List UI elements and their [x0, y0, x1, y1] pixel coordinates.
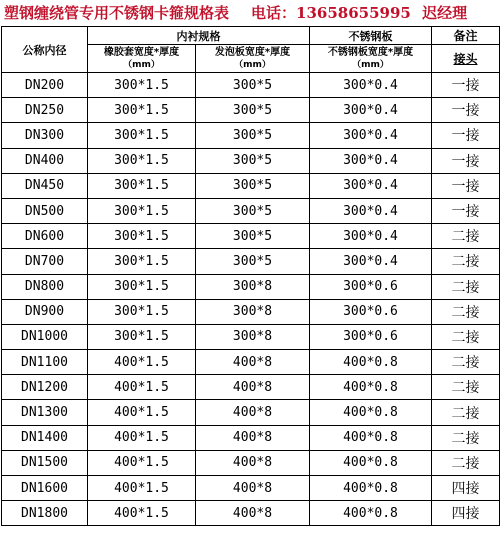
- spec-table: [1, 26, 500, 526]
- header-rubber-col: [88, 45, 196, 73]
- cell-joint-note: 二接: [432, 400, 500, 425]
- cell-steel-spec: 400*0.8: [310, 350, 432, 375]
- cell-rubber-spec: 400*1.5: [88, 350, 196, 375]
- cell-steel-spec: 400*0.8: [310, 501, 432, 526]
- cell-rubber-spec: 300*1.5: [88, 198, 196, 223]
- cell-steel-spec: 300*0.4: [310, 224, 432, 249]
- header-rubber-label: 橡胶套宽度*厚度: [103, 46, 180, 58]
- table-row: [2, 198, 500, 223]
- header-remark: 备注: [432, 27, 500, 45]
- table-row: [2, 148, 500, 173]
- cell-rubber-spec: 300*1.5: [88, 73, 196, 98]
- table-row: [2, 98, 500, 123]
- cell-joint-note: 二接: [432, 375, 500, 400]
- cell-foam-spec: 300*5: [196, 198, 310, 223]
- cell-steel-spec: 400*0.8: [310, 476, 432, 501]
- cell-foam-spec: 300*5: [196, 173, 310, 198]
- cell-joint-note: 一接: [432, 198, 500, 223]
- cell-joint-note: 二接: [432, 324, 500, 349]
- cell-rubber-spec: 300*1.5: [88, 123, 196, 148]
- cell-steel-spec: 400*0.8: [310, 375, 432, 400]
- cell-rubber-spec: 400*1.5: [88, 476, 196, 501]
- cell-rubber-spec: 400*1.5: [88, 400, 196, 425]
- cell-joint-note: 一接: [432, 123, 500, 148]
- table-row: [2, 450, 500, 475]
- header-steel-label: 不锈钢板宽度*厚度: [327, 46, 414, 58]
- cell-steel-spec: 400*0.8: [310, 450, 432, 475]
- cell-foam-spec: 300*5: [196, 249, 310, 274]
- cell-foam-spec: 400*8: [196, 400, 310, 425]
- cell-rubber-spec: 400*1.5: [88, 375, 196, 400]
- cell-nominal-diameter: DN700: [2, 249, 88, 274]
- cell-joint-note: 二接: [432, 450, 500, 475]
- table-row: [2, 350, 500, 375]
- cell-foam-spec: 400*8: [196, 450, 310, 475]
- title-main: 塑钢缠绕管专用不锈钢卡箍规格表: [4, 4, 230, 22]
- cell-nominal-diameter: DN250: [2, 98, 88, 123]
- cell-joint-note: 二接: [432, 249, 500, 274]
- header-joint: 接头: [432, 45, 500, 73]
- phone-label: 电话：: [251, 4, 297, 22]
- cell-joint-note: 一接: [432, 148, 500, 173]
- table-body: [2, 73, 500, 526]
- cell-joint-note: 二接: [432, 299, 500, 324]
- cell-foam-spec: 400*8: [196, 476, 310, 501]
- cell-steel-spec: 300*0.4: [310, 249, 432, 274]
- table-row: [2, 224, 500, 249]
- cell-steel-spec: 300*0.4: [310, 198, 432, 223]
- header-foam-label: 发泡板宽度*厚度: [214, 46, 291, 58]
- table-row: [2, 173, 500, 198]
- table-row: [2, 425, 500, 450]
- cell-steel-spec: 400*0.8: [310, 400, 432, 425]
- cell-foam-spec: 300*5: [196, 98, 310, 123]
- cell-steel-spec: 300*0.4: [310, 148, 432, 173]
- header-foam-unit: （mm）: [234, 59, 271, 70]
- table-row: [2, 476, 500, 501]
- cell-joint-note: 四接: [432, 501, 500, 526]
- table-row: [2, 299, 500, 324]
- header-steel-col: [310, 45, 432, 73]
- table-header: [2, 27, 500, 73]
- header-steel-group: 不锈钢板: [310, 27, 432, 45]
- header-foam-col: [196, 45, 310, 73]
- header-lining-group: 内衬规格: [88, 27, 310, 45]
- cell-nominal-diameter: DN1000: [2, 324, 88, 349]
- cell-foam-spec: 300*8: [196, 299, 310, 324]
- cell-foam-spec: 300*5: [196, 123, 310, 148]
- table-row: [2, 375, 500, 400]
- cell-nominal-diameter: DN200: [2, 73, 88, 98]
- cell-steel-spec: 300*0.4: [310, 173, 432, 198]
- table-row: [2, 501, 500, 526]
- cell-steel-spec: 400*0.8: [310, 425, 432, 450]
- cell-nominal-diameter: DN1100: [2, 350, 88, 375]
- cell-steel-spec: 300*0.4: [310, 123, 432, 148]
- cell-joint-note: 四接: [432, 476, 500, 501]
- cell-rubber-spec: 300*1.5: [88, 299, 196, 324]
- table-row: [2, 274, 500, 299]
- table-row: [2, 324, 500, 349]
- table-row: [2, 249, 500, 274]
- table-row: [2, 73, 500, 98]
- cell-steel-spec: 300*0.6: [310, 299, 432, 324]
- cell-nominal-diameter: DN1200: [2, 375, 88, 400]
- cell-rubber-spec: 300*1.5: [88, 324, 196, 349]
- header-nominal-diameter: 公称内径: [2, 27, 88, 73]
- cell-foam-spec: 400*8: [196, 501, 310, 526]
- header-rubber-unit: （mm）: [123, 59, 160, 70]
- cell-foam-spec: 300*8: [196, 274, 310, 299]
- cell-rubber-spec: 300*1.5: [88, 249, 196, 274]
- cell-steel-spec: 300*0.6: [310, 324, 432, 349]
- cell-nominal-diameter: DN1300: [2, 400, 88, 425]
- cell-foam-spec: 300*5: [196, 73, 310, 98]
- cell-steel-spec: 300*0.6: [310, 274, 432, 299]
- cell-foam-spec: 300*5: [196, 224, 310, 249]
- cell-nominal-diameter: DN1800: [2, 501, 88, 526]
- cell-rubber-spec: 400*1.5: [88, 425, 196, 450]
- cell-rubber-spec: 300*1.5: [88, 148, 196, 173]
- cell-nominal-diameter: DN900: [2, 299, 88, 324]
- table-row: [2, 123, 500, 148]
- cell-rubber-spec: 300*1.5: [88, 173, 196, 198]
- cell-joint-note: 一接: [432, 173, 500, 198]
- cell-joint-note: 一接: [432, 98, 500, 123]
- cell-nominal-diameter: DN600: [2, 224, 88, 249]
- cell-nominal-diameter: DN800: [2, 274, 88, 299]
- cell-foam-spec: 300*5: [196, 148, 310, 173]
- cell-nominal-diameter: DN400: [2, 148, 88, 173]
- cell-nominal-diameter: DN500: [2, 198, 88, 223]
- cell-joint-note: 二接: [432, 350, 500, 375]
- sheet-title: [0, 0, 500, 26]
- cell-joint-note: 一接: [432, 73, 500, 98]
- cell-foam-spec: 400*8: [196, 350, 310, 375]
- cell-nominal-diameter: DN1400: [2, 425, 88, 450]
- header-steel-unit: （mm）: [352, 59, 389, 70]
- contact-name: 迟经理: [422, 4, 468, 22]
- table-row: [2, 400, 500, 425]
- phone-number: 13658655995: [296, 4, 411, 22]
- cell-rubber-spec: 300*1.5: [88, 98, 196, 123]
- cell-joint-note: 二接: [432, 224, 500, 249]
- cell-steel-spec: 300*0.4: [310, 98, 432, 123]
- cell-rubber-spec: 300*1.5: [88, 224, 196, 249]
- cell-rubber-spec: 300*1.5: [88, 274, 196, 299]
- cell-foam-spec: 400*8: [196, 425, 310, 450]
- cell-nominal-diameter: DN1500: [2, 450, 88, 475]
- cell-rubber-spec: 400*1.5: [88, 501, 196, 526]
- cell-nominal-diameter: DN300: [2, 123, 88, 148]
- cell-joint-note: 二接: [432, 274, 500, 299]
- cell-joint-note: 二接: [432, 425, 500, 450]
- cell-foam-spec: 300*8: [196, 324, 310, 349]
- cell-foam-spec: 400*8: [196, 375, 310, 400]
- cell-nominal-diameter: DN1600: [2, 476, 88, 501]
- cell-nominal-diameter: DN450: [2, 173, 88, 198]
- cell-rubber-spec: 400*1.5: [88, 450, 196, 475]
- cell-steel-spec: 300*0.4: [310, 73, 432, 98]
